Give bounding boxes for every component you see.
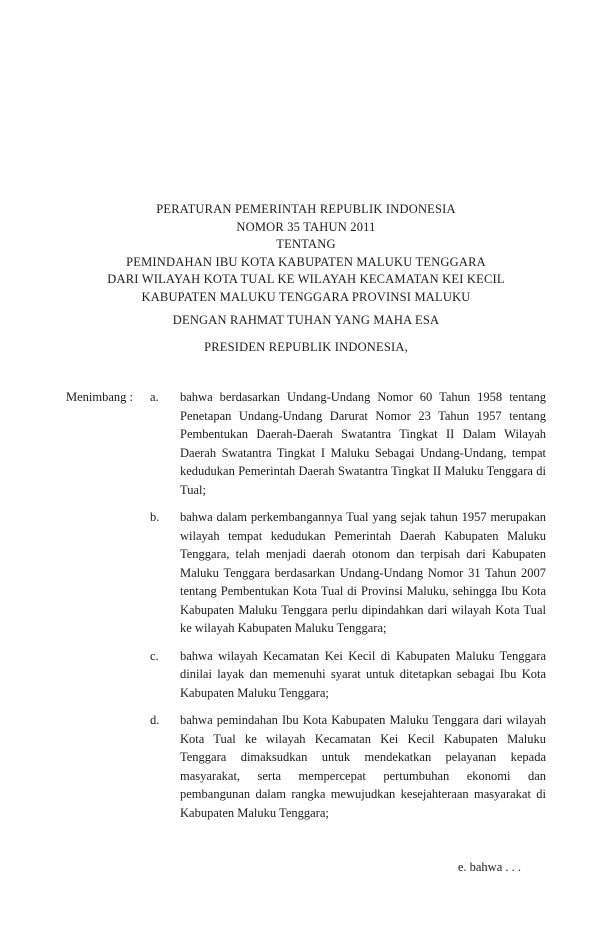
considering-items [150,388,546,822]
item-text: bahwa dalam perkembangannya Tual yang sejak tahun 1957 merupakan wilayah tempat kedudukan Pemerintah Daerah Kabupaten Maluku Tenggara, telah menjadi daerah otonom dan terpisah dari Kabupaten Maluku Tenggara berdasarkan Undang-Undang Nomor 31 Tahun 2007 tentang Pembentukan Kota Tual di Provinsi Maluku, sehingga Ibu Kota Kabupaten Maluku Tenggara perlu dipindahkan dari wilayah Kota Tual ke wilayah Kabupaten Maluku Tenggara; [180,510,546,635]
considering-item-d [150,711,546,822]
subject-line-1: PEMINDAHAN IBU KOTA KABUPATEN MALUKU TENGGARA [126,254,486,269]
regulation-number: NOMOR 35 TAHUN 2011 [236,219,376,234]
subject-line-2: DARI WILAYAH KOTA TUAL KE WILAYAH KECAMATAN KEI KECIL [107,272,505,286]
page-catchword: e. bahwa . . . [457,860,521,874]
item-letter: d. [150,713,160,727]
issuer-line: PRESIDEN REPUBLIK INDONESIA, [204,340,408,354]
considering-label: Menimbang : [66,390,134,404]
tentang-label: TENTANG [276,237,336,251]
regulation-title: PERATURAN PEMERINTAH REPUBLIK INDONESIA [156,202,456,216]
item-letter: b. [150,510,160,524]
item-text: bahwa berdasarkan Undang-Undang Nomor 60 Tahun 1958 tentang Penetapan Undang-Undang Darurat Nomor 23 Tahun 1957 tentang Pembentukan Daerah-Daerah Swatantra Tingkat II Dalam Wilayah Daerah Swatantra Tingkat I Maluku Sebagai Undang-Undang, tempat kedudukan Pemerintah Daerah Swatantra Tingkat II Maluku Tenggara di Tual; [180,390,546,497]
considering-item-c [150,647,546,703]
invocation-line: DENGAN RAHMAT TUHAN YANG MAHA ESA [172,313,440,327]
item-text: bahwa pemindahan Ibu Kota Kabupaten Maluku Tenggara dari wilayah Kota Tual ke wilayah Kecamatan Kei Kecil Kabupaten Maluku Tenggara dimaksudkan untuk mendekatkan pelayanan kepada masyarakat, serta mempercepat pertumbuhan ekonomi dan pembangunan dalam rangka mewujudkan kesejahteraan masyarakat di Kabupaten Maluku Tenggara; [180,713,546,820]
considering-section [66,388,546,822]
considering-item-a [150,388,546,499]
considering-item-b [150,508,546,638]
item-letter: a. [150,390,159,404]
item-text: bahwa wilayah Kecamatan Kei Kecil di Kabupaten Maluku Tenggara dinilai layak dan memenuhi syarat untuk ditetapkan sebagai Ibu Kota Kabupaten Maluku Tenggara; [180,648,546,700]
subject-line-3: KABUPATEN MALUKU TENGGARA PROVINSI MALUKU [141,289,471,304]
item-letter: c. [150,648,159,663]
document-title-block [0,201,612,306]
